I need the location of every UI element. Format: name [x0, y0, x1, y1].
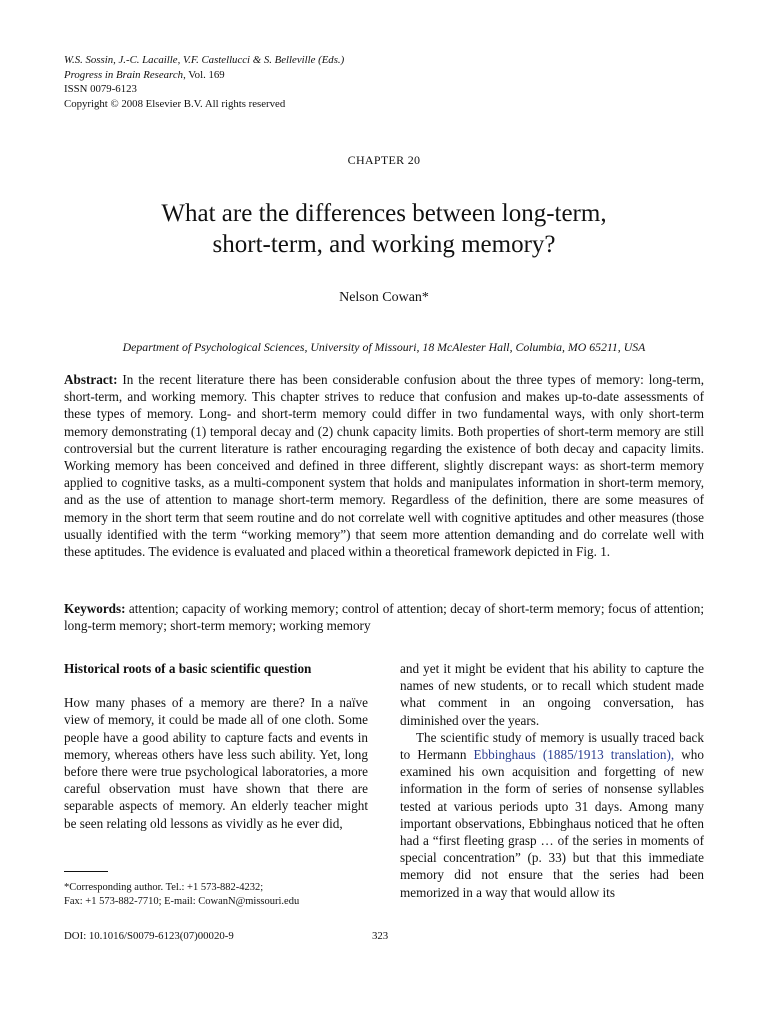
- affiliation: Department of Psychological Sciences, University of Missouri, 18 McAlester Hall, Columbia, MO 65211, USA: [122, 340, 646, 354]
- footnote: [64, 881, 368, 909]
- journal-line: [64, 68, 344, 83]
- right-paragraph-2: [400, 729, 704, 901]
- author-name: Nelson Cowan*: [339, 290, 429, 305]
- publication-meta: [64, 53, 344, 111]
- abstract-label: Abstract:: [64, 372, 118, 387]
- footnote-line-2: Fax: +1 573-882-7710; E-mail: CowanN@missouri.edu: [64, 896, 300, 907]
- para2-after: who examined his own acquisition and forgetting of new information in the form of series of nonsense syllables tested at various periods upto 31 days. Among many important observations, Ebbinghaus noticed that he often had a “first fleeting grasp … of the series in moments of special concentration” (p. 33) but that this immediate memory did not ensure that the series had been memorized in a way that would allow its: [400, 747, 704, 900]
- issn: ISSN 0079-6123: [64, 83, 137, 95]
- right-paragraph-1: and yet it might be evident that his ability to capture the names of new students, or to recall which student made what comment in an ongoing conversation, has diminished over the years.: [400, 661, 704, 728]
- citation-link-ebbinghaus[interactable]: Ebbinghaus (1885/1913 translation),: [473, 747, 675, 763]
- paper-title: [40, 198, 728, 260]
- chapter-label: CHAPTER 20: [347, 153, 421, 167]
- left-paragraph: How many phases of a memory are there? In a naïve view of memory, it could be made all of one cloth. Some people have a good ability to capture facts and events in memory, whereas others have less such ability. Yet, long before there were true psychological laboratories, a more careful observation must have shown that there are separable aspects of memory. An elderly teacher might be seen relating old lessons as vividly as he ever did,: [64, 695, 368, 831]
- editors: W.S. Sossin, J.-C. Lacaille, V.F. Castellucci & S. Belleville (Eds.): [64, 54, 345, 66]
- left-column: [64, 660, 368, 832]
- abstract-text: In the recent literature there has been considerable confusion about the three types of memory: long-term, short-term, and working memory. This chapter strives to reduce that confusion and makes up-to-date assessments of these types of memory. Long- and short-term memory could differ in two fundamental ways, with only short-term memory demonstrating (1) temporal decay and (2) chunk capacity limits. Both properties of short-term memory are still controversial but the current literature is rather encouraging regarding the existence of both decay and capacity limits. Working memory has been conceived and defined in three different, slightly discrepant ways: as short-term memory applied to cognitive tasks, as a multi-component system that holds and manipulates information in short-term memory, and as the use of attention to manage short-term memory. Regardless of the definition, there are some measures of memory in the short term that seem routine and do not correlate well with cognitive aptitudes and other measures (those usually identified with the term “working memory”) that seem more attention demanding and do correlate well with these aptitudes. The evidence is evaluated and placed within a theoretical framework depicted in Fig. 1.: [64, 372, 705, 560]
- keywords-text: attention; capacity of working memory; control of attention; decay of short-term memory; focus of attention; long-term memory; short-term memory; working memory: [64, 601, 704, 634]
- right-column: [400, 660, 704, 901]
- copyright: Copyright © 2008 Elsevier B.V. All rights reserved: [64, 97, 286, 110]
- keywords-label: Keywords:: [64, 601, 126, 616]
- page-number: 323: [372, 930, 389, 942]
- keywords: [64, 600, 704, 634]
- title-line-1: What are the differences between long-term,: [161, 200, 607, 227]
- footnote-rule: [64, 871, 108, 872]
- abstract: [64, 371, 704, 560]
- journal-name: Progress in Brain Research: [64, 68, 184, 81]
- volume: , Vol. 169: [183, 68, 225, 81]
- para2-before: The scientific study of memory is usually traced back to Hermann: [400, 729, 704, 763]
- footnote-line-1: *Corresponding author. Tel.: +1 573-882-4232;: [64, 882, 264, 893]
- doi: DOI: 10.1016/S0079-6123(07)00020-9: [64, 930, 234, 942]
- section-heading: Historical roots of a basic scientific question: [64, 661, 312, 676]
- title-line-2: short-term, and working memory?: [212, 231, 556, 258]
